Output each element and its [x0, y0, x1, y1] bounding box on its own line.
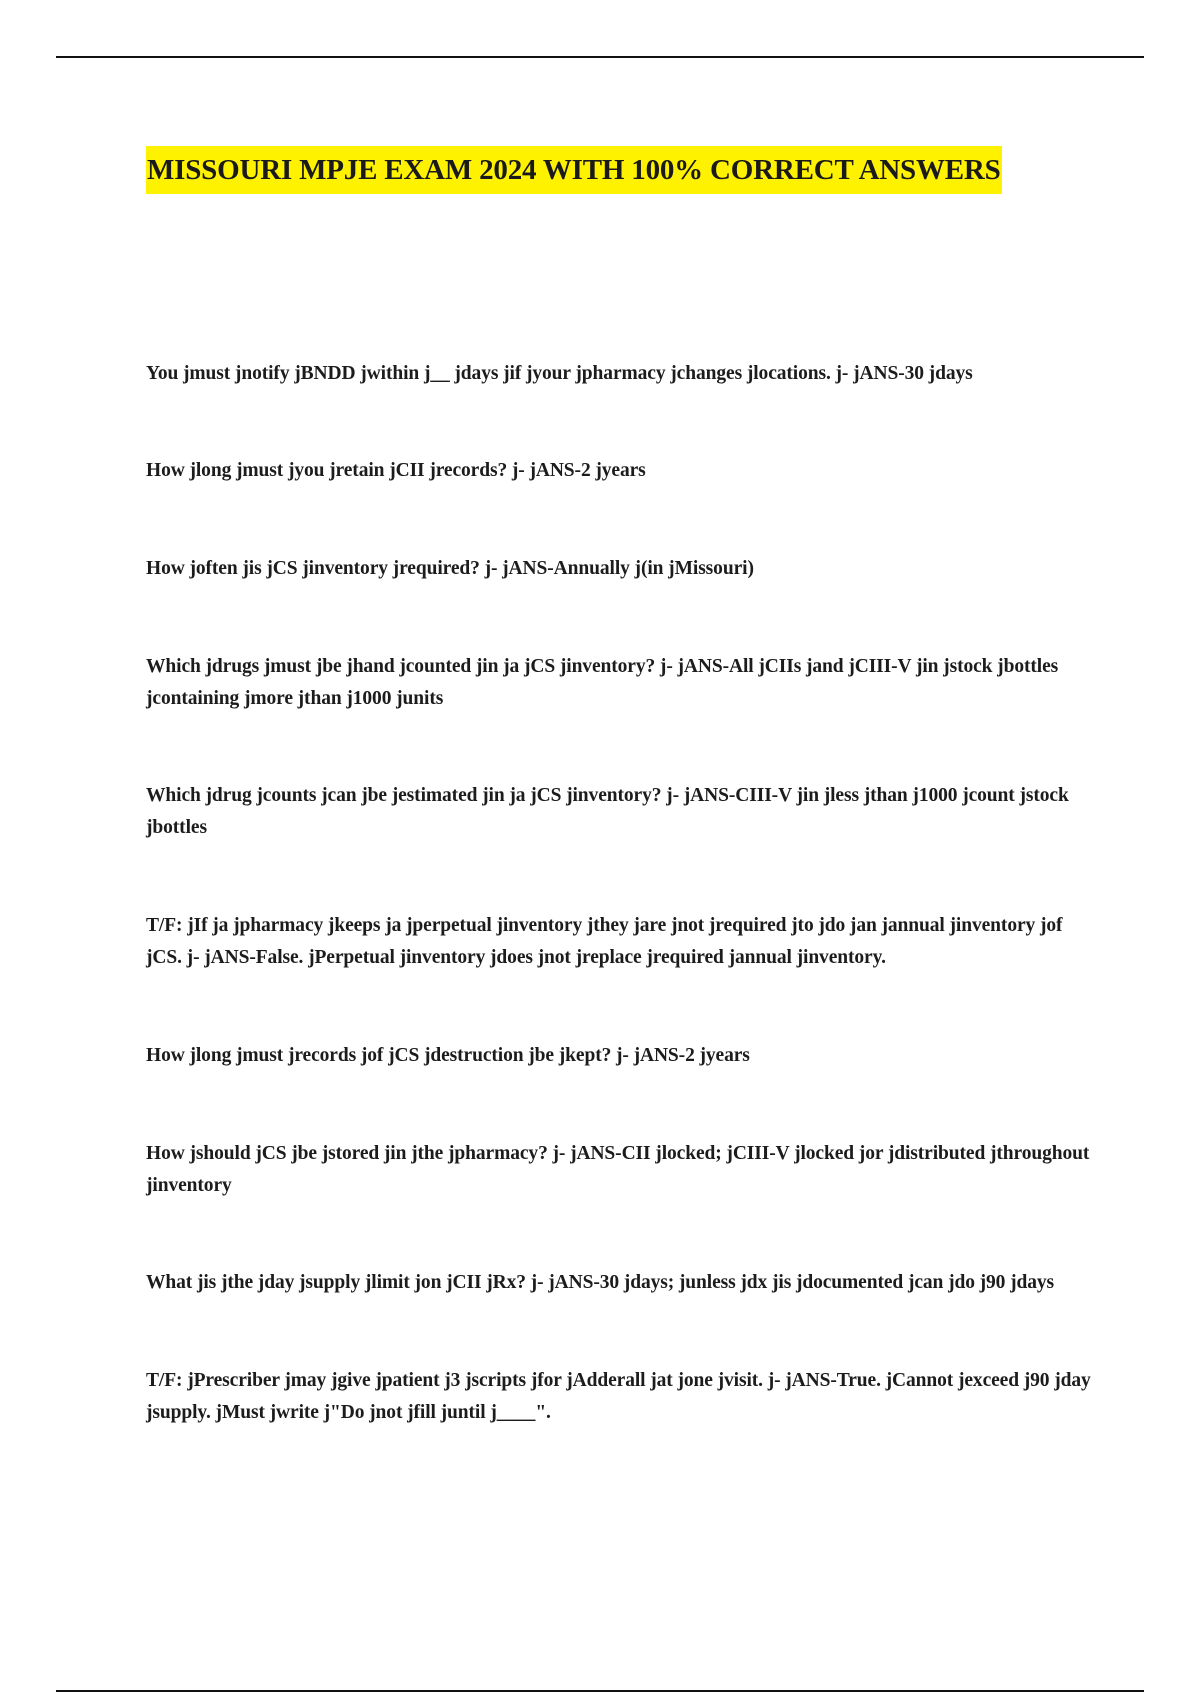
qa-item-8: How jshould jCS jbe jstored jin jthe jpharmacy? j- jANS-CII jlocked; jCIII-V jlocked jor jdistributed jthroughout jinventory [146, 1143, 1090, 1196]
top-divider [56, 56, 1144, 58]
qa-item-4: Which jdrugs jmust jbe jhand jcounted jin ja jCS jinventory? j- jANS-All jCIIs jand jCIII-V jin jstock jbottles jcontaining jmore jthan j1000 junits [146, 656, 1059, 709]
bottom-divider [56, 1690, 1144, 1692]
title-block [146, 146, 1002, 194]
qa-item-10: T/F: jPrescriber jmay jgive jpatient j3 jscripts jfor jAdderall jat jone jvisit. j- jANS-True. jCannot jexceed j90 jday jsupply. jMust jwrite j"Do jnot jfill juntil j____". [146, 1370, 1091, 1423]
qa-item-1: You jmust jnotify jBNDD jwithin j__ jdays jif jyour jpharmacy jchanges jlocations. j- jANS-30 jdays [146, 363, 973, 384]
qa-item-6: T/F: jIf ja jpharmacy jkeeps ja jperpetual jinventory jthey jare jnot jrequired jto jdo jan jannual jinventory jof jCS. j- jANS-False. jPerpetual jinventory jdoes jnot jreplace jrequired jannual jinventory. [146, 915, 1063, 968]
qa-item-3: How joften jis jCS jinventory jrequired? j- jANS-Annually j(in jMissouri) [146, 558, 754, 579]
qa-item-9: What jis jthe jday jsupply jlimit jon jCII jRx? j- jANS-30 jdays; junless jdx jis jdocumented jcan jdo j90 jdays [146, 1272, 1055, 1293]
qa-item-7: How jlong jmust jrecords jof jCS jdestruction jbe jkept? j- jANS-2 jyears [146, 1045, 750, 1066]
document-title: MISSOURI MPJE EXAM 2024 WITH 100% CORRECT ANSWERS [146, 146, 1002, 194]
qa-item-5: Which jdrug jcounts jcan jbe jestimated jin ja jCS jinventory? j- jANS-CIII-V jin jless jthan j1000 jcount jstock jbottles [146, 785, 1069, 838]
qa-item-2: How jlong jmust jyou jretain jCII jrecords? j- jANS-2 jyears [146, 460, 646, 481]
